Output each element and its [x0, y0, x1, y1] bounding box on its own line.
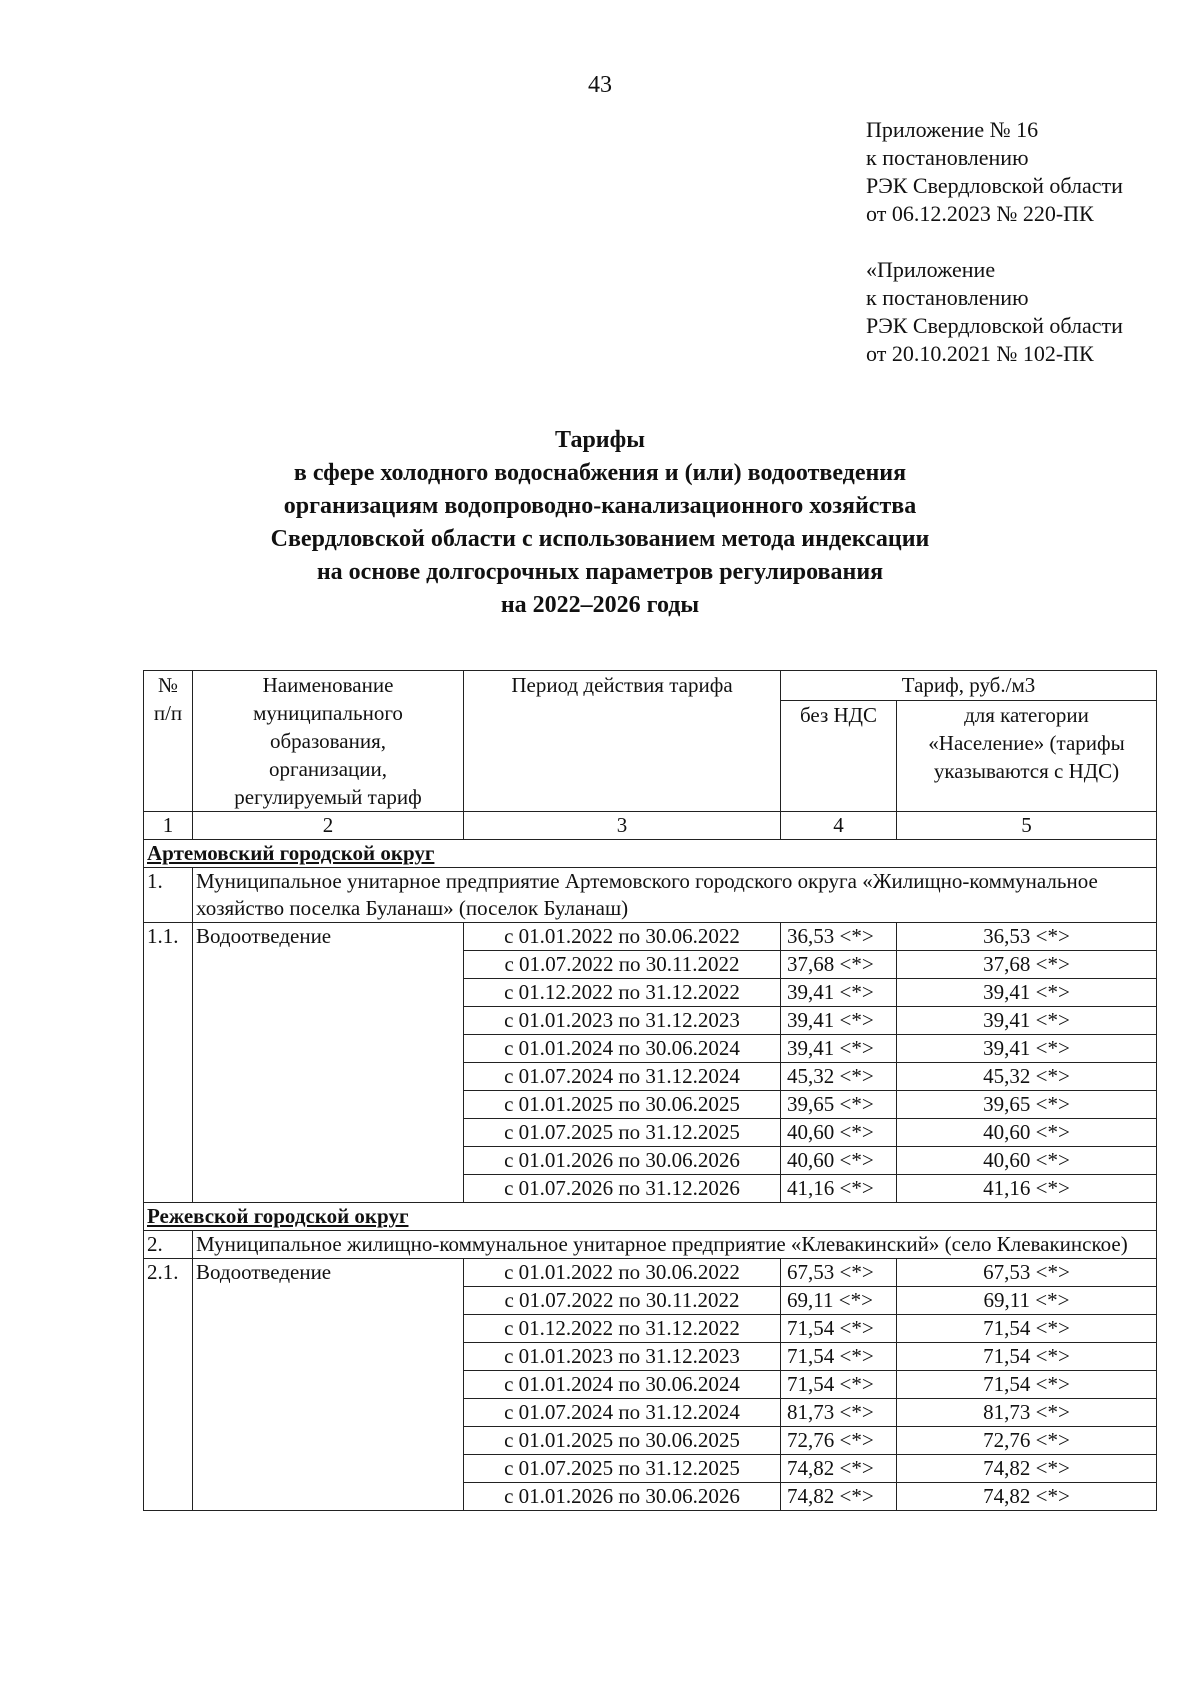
- tariff-population: 41,16 <*>: [897, 1175, 1157, 1203]
- header-name: Наименование муниципального образования, организации, регулируемый тариф: [193, 671, 464, 812]
- org-name: Муниципальное жилищно-коммунальное унитарное предприятие «Клевакинский» (село Клевакинское): [193, 1231, 1157, 1259]
- tariff-population: 40,60 <*>: [897, 1119, 1157, 1147]
- section-name: Артемовский городской округ: [144, 840, 1157, 868]
- column-number: 1: [144, 812, 193, 840]
- tariff-period: с 01.01.2023 по 31.12.2023: [464, 1007, 781, 1035]
- tariff-no-vat: 39,41 <*>: [781, 1035, 897, 1063]
- tariff-period: с 01.07.2025 по 31.12.2025: [464, 1119, 781, 1147]
- title-line: на основе долгосрочных параметров регулирования: [316, 559, 884, 585]
- tariff-population: 67,53 <*>: [897, 1259, 1157, 1287]
- tariff-period: с 01.07.2022 по 30.11.2022: [464, 1287, 781, 1315]
- column-number: 2: [193, 812, 464, 840]
- tariff-population: 39,41 <*>: [897, 1007, 1157, 1035]
- header-num: № п/п: [144, 671, 193, 812]
- tariff-population: 71,54 <*>: [897, 1371, 1157, 1399]
- annex-line: «Приложение: [866, 257, 996, 282]
- tariff-no-vat: 39,41 <*>: [781, 1007, 897, 1035]
- tariffs-table-body: [144, 671, 1157, 1511]
- tariff-population: 45,32 <*>: [897, 1063, 1157, 1091]
- tariff-no-vat: 72,76 <*>: [781, 1427, 897, 1455]
- tariff-no-vat: 71,54 <*>: [781, 1371, 897, 1399]
- header-population: для категории «Население» (тарифы указываются с НДС): [897, 701, 1157, 812]
- tariff-population: 36,53 <*>: [897, 923, 1157, 951]
- header-no-vat: без НДС: [781, 701, 897, 812]
- tariff-no-vat: 39,65 <*>: [781, 1091, 897, 1119]
- column-numbers-row: [144, 812, 1157, 840]
- tariff-no-vat: 40,60 <*>: [781, 1147, 897, 1175]
- tariff-no-vat: 74,82 <*>: [781, 1483, 897, 1511]
- title-line: на 2022–2026 годы: [500, 592, 700, 618]
- tariff-population: 69,11 <*>: [897, 1287, 1157, 1315]
- tariff-period: с 01.12.2022 по 31.12.2022: [464, 979, 781, 1007]
- tariff-period: с 01.01.2024 по 30.06.2024: [464, 1035, 781, 1063]
- service-number: 2.1.: [144, 1259, 193, 1511]
- tariff-period: с 01.07.2026 по 31.12.2026: [464, 1175, 781, 1203]
- tariff-period: с 01.07.2022 по 30.11.2022: [464, 951, 781, 979]
- tariff-population: 39,65 <*>: [897, 1091, 1157, 1119]
- tariffs-table: [143, 670, 1157, 1511]
- tariff-no-vat: 71,54 <*>: [781, 1343, 897, 1371]
- tariff-period: с 01.01.2022 по 30.06.2022: [464, 1259, 781, 1287]
- annex-line: к постановлению: [866, 285, 1029, 310]
- tariff-no-vat: 41,16 <*>: [781, 1175, 897, 1203]
- annex-line: от 06.12.2023 № 220-ПК: [866, 201, 1094, 226]
- section-row: [144, 1203, 1157, 1231]
- tariff-period: с 01.01.2026 по 30.06.2026: [464, 1483, 781, 1511]
- tariff-period: с 01.01.2023 по 31.12.2023: [464, 1343, 781, 1371]
- annex-line: от 20.10.2021 № 102-ПК: [866, 341, 1094, 366]
- column-number: 5: [897, 812, 1157, 840]
- header-period: Период действия тарифа: [464, 671, 781, 812]
- service-name: Водоотведение: [193, 1259, 464, 1511]
- tariff-no-vat: 81,73 <*>: [781, 1399, 897, 1427]
- tariff-no-vat: 37,68 <*>: [781, 951, 897, 979]
- column-number: 4: [781, 812, 897, 840]
- tariff-row: [144, 923, 1157, 951]
- org-number: 2.: [144, 1231, 193, 1259]
- tariff-no-vat: 45,32 <*>: [781, 1063, 897, 1091]
- annex-current: [866, 116, 1123, 228]
- tariff-period: с 01.01.2025 по 30.06.2025: [464, 1091, 781, 1119]
- document-title: [100, 424, 1100, 622]
- tariff-population: 74,82 <*>: [897, 1455, 1157, 1483]
- tariff-population: 39,41 <*>: [897, 979, 1157, 1007]
- tariff-population: 71,54 <*>: [897, 1315, 1157, 1343]
- tariff-no-vat: 71,54 <*>: [781, 1315, 897, 1343]
- tariff-population: 40,60 <*>: [897, 1147, 1157, 1175]
- tariff-period: с 01.01.2024 по 30.06.2024: [464, 1371, 781, 1399]
- column-number: 3: [464, 812, 781, 840]
- section-name: Режевской городской округ: [144, 1203, 1157, 1231]
- tariff-period: с 01.12.2022 по 31.12.2022: [464, 1315, 781, 1343]
- organization-row: [144, 1231, 1157, 1259]
- title-line: Свердловской области с использованием метода индексации: [270, 526, 930, 552]
- title-line: Тарифы: [555, 427, 645, 453]
- tariff-population: 71,54 <*>: [897, 1343, 1157, 1371]
- title-line: организациям водопроводно-канализационного хозяйства: [283, 493, 917, 519]
- table-header-row: [144, 671, 1157, 701]
- tariff-no-vat: 39,41 <*>: [781, 979, 897, 1007]
- tariff-no-vat: 40,60 <*>: [781, 1119, 897, 1147]
- org-name: Муниципальное унитарное предприятие Артемовского городского округа «Жилищно-коммунальное хозяйство поселка Буланаш» (поселок Буланаш): [193, 868, 1157, 923]
- org-number: 1.: [144, 868, 193, 923]
- annex-line: Приложение № 16: [866, 117, 1039, 142]
- tariff-period: с 01.07.2024 по 31.12.2024: [464, 1399, 781, 1427]
- tariff-no-vat: 67,53 <*>: [781, 1259, 897, 1287]
- tariff-period: с 01.07.2024 по 31.12.2024: [464, 1063, 781, 1091]
- tariff-no-vat: 69,11 <*>: [781, 1287, 897, 1315]
- tariff-period: с 01.07.2025 по 31.12.2025: [464, 1455, 781, 1483]
- tariff-row: [144, 1259, 1157, 1287]
- annex-line: к постановлению: [866, 145, 1029, 170]
- tariff-no-vat: 36,53 <*>: [781, 923, 897, 951]
- tariff-population: 37,68 <*>: [897, 951, 1157, 979]
- annex-line: РЭК Свердловской области: [866, 313, 1123, 338]
- organization-row: [144, 868, 1157, 923]
- tariff-population: 81,73 <*>: [897, 1399, 1157, 1427]
- tariff-population: 39,41 <*>: [897, 1035, 1157, 1063]
- header-tariff: Тариф, руб./м3: [781, 671, 1157, 701]
- title-line: в сфере холодного водоснабжения и (или) водоотведения: [293, 460, 907, 486]
- tariff-no-vat: 74,82 <*>: [781, 1455, 897, 1483]
- annex-line: РЭК Свердловской области: [866, 173, 1123, 198]
- service-name: Водоотведение: [193, 923, 464, 1203]
- tariff-period: с 01.01.2025 по 30.06.2025: [464, 1427, 781, 1455]
- annex-original: [866, 256, 1123, 368]
- tariff-period: с 01.01.2022 по 30.06.2022: [464, 923, 781, 951]
- section-row: [144, 840, 1157, 868]
- tariff-population: 74,82 <*>: [897, 1483, 1157, 1511]
- page-number: 43: [588, 72, 612, 98]
- tariff-population: 72,76 <*>: [897, 1427, 1157, 1455]
- service-number: 1.1.: [144, 923, 193, 1203]
- tariff-period: с 01.01.2026 по 30.06.2026: [464, 1147, 781, 1175]
